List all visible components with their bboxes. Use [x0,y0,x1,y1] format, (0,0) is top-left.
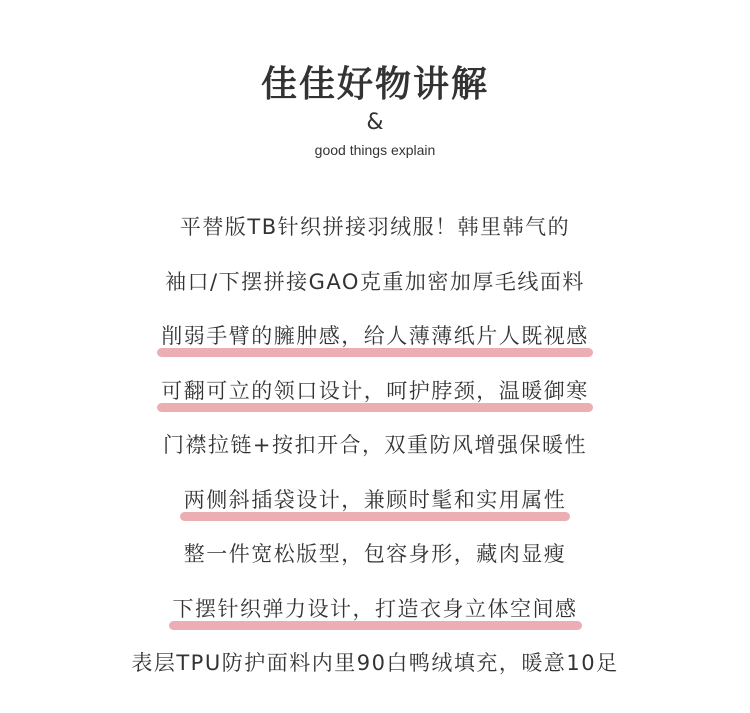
feature-text: 平替版TB针织拼接羽绒服！韩里韩气的 [179,215,571,240]
feature-text: 整一件宽松版型，包容身形，藏肉显瘦 [183,542,567,567]
highlight-underline [157,348,593,357]
feature-line-text [180,212,570,242]
feature-line-text [184,539,567,569]
feature-line-text [163,430,587,460]
feature-line [0,473,750,528]
feature-line [0,309,750,364]
page-title: 佳佳好物讲解 [260,64,489,105]
feature-text: 可翻可立的领口设计，呵护脖颈，温暖御寒 [161,378,589,403]
feature-line-text [165,267,585,297]
feature-line [0,418,750,473]
feature-line [0,582,750,637]
feature-text: 表层TPU防护面料内里90白鸭绒填充，暖意10足 [131,651,619,676]
feature-line-text [131,648,618,678]
ampersand-divider: & [366,110,384,135]
feature-line-text [173,594,578,624]
feature-text: 袖口/下摆拼接GAO克重加密加厚毛线面料 [165,269,585,294]
feature-text: 削弱手臂的臃肿感，给人薄薄纸片人既视感 [161,324,589,349]
highlight-underline [169,621,582,630]
feature-line [0,255,750,310]
feature-text: 两侧斜插袋设计，兼顾时髦和实用属性 [183,487,567,512]
feature-text: 门襟拉链+按扣开合，双重防风增强保暖性 [162,433,588,458]
feature-line-text [161,321,589,351]
feature-line [0,200,750,255]
feature-text: 下摆针织弹力设计，打造衣身立体空间感 [172,596,578,621]
highlight-underline [180,512,571,521]
feature-line-text [184,485,567,515]
feature-line [0,527,750,582]
feature-line-text [161,376,589,406]
highlight-underline [157,403,593,412]
feature-list [0,200,750,691]
feature-line [0,364,750,419]
page-subtitle: good things explain [314,142,436,158]
feature-line [0,636,750,691]
